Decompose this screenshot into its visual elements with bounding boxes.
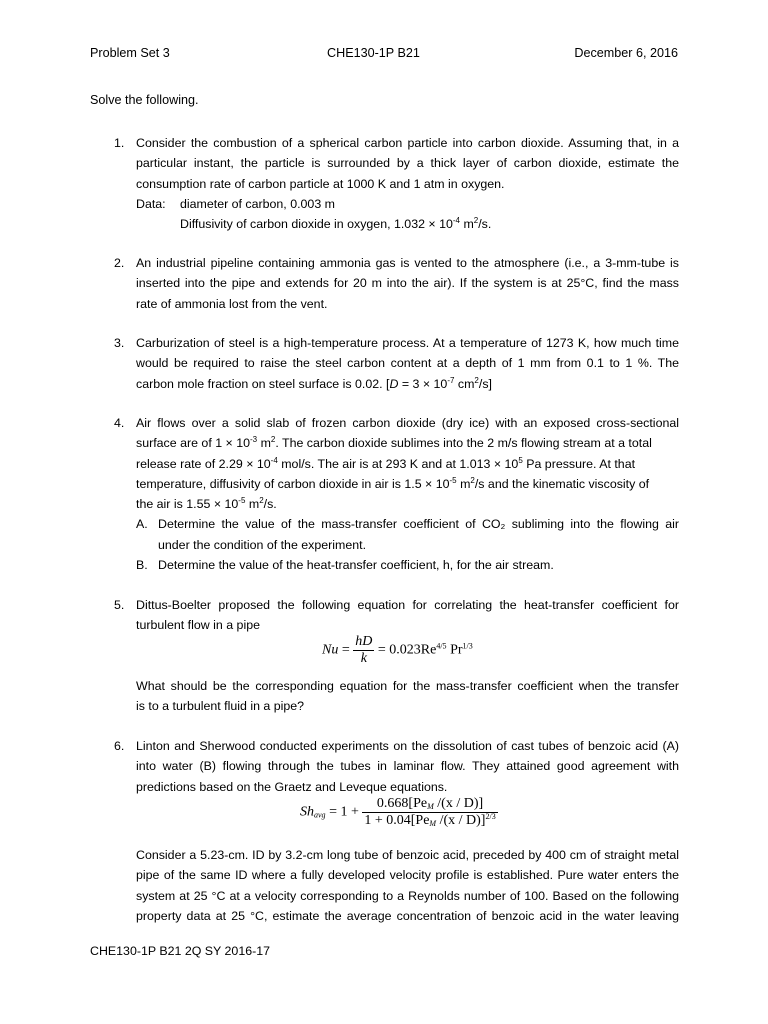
problem-number: 2. xyxy=(114,256,125,270)
instructions: Solve the following. xyxy=(90,93,199,107)
problem-text-line: turbulent flow in a pipe xyxy=(136,618,260,633)
page-header xyxy=(90,46,678,64)
subpart-b xyxy=(136,555,679,575)
header-center: CHE130-1P B21 xyxy=(327,46,420,60)
problem-text-line: An industrial pipeline containing ammonia gas is vented to the atmosphere (i.e., a 3-mm-tube is xyxy=(136,256,679,270)
problem-text-line: is to a turbulent fluid in a pipe? xyxy=(136,699,305,714)
subpart-text-line: Determine the value of the heat-transfer coefficient, h, for the air stream. xyxy=(158,558,554,573)
problem-text-line: particular instant, the particle is surrounded by a thick layer of carbon dioxide, estimate the xyxy=(136,156,679,171)
problem-text-line: would be required to raise the steel carbon content at a depth of 1 mm from 0.1 to 1 %. The xyxy=(136,356,679,371)
data-label: Data: xyxy=(136,196,166,211)
subpart-text-line: Determine the value of the mass-transfer coefficient of CO₂ subliming into the flowing air xyxy=(158,517,679,532)
problem-text-line: temperature, diffusivity of carbon dioxide in air is $1.5 \times 10^{-5}$ $m^2/s$ and the kinematic viscosity of xyxy=(136,475,650,491)
problem-text-line: consumption rate of carbon particle at 1000 K and 1 atm in oxygen. xyxy=(136,176,505,191)
problem-number: 6. xyxy=(114,739,125,753)
problem-text-line: Dittus-Boelter proposed the following equation for correlating the heat-transfer coefficient for xyxy=(136,598,679,612)
dittus-boelter-equation: Nu = $\frac{hD}{k}$ = $0.023Re^{4/5}$ $Pr^{1/3}$ xyxy=(322,634,473,666)
subpart-letter: B. xyxy=(136,558,148,573)
problem-number: 1. xyxy=(114,136,125,150)
problem-text-line: release rate of $2.29 \times 10^{-4}$ mol/s. The air is at 293 K and at $1.013 \times 10^5$ Pa pressure. At that xyxy=(136,455,636,471)
data-line xyxy=(136,194,679,214)
problem-text-line: into water (B) flowing through the tubes in laminar flow. They attained good agreement with xyxy=(136,759,679,774)
problem-text-line: Carburization of steel is a high-temperature process. At a temperature of 1273 K, how much time xyxy=(136,336,679,350)
problem-text-line: Linton and Sherwood conducted experiments on the dissolution of cast tubes of benzoic acid (A) xyxy=(136,739,679,753)
problem-text-line: surface are of $1 \times 10^{-3}$ $m^2$. The carbon dioxide sublimes into the 2 m/s flowing stream at a total xyxy=(136,435,652,451)
problem-text-line: predictions based on the Graetz and Leveque equations. xyxy=(136,779,448,794)
problem-text-line: Air flows over a solid slab of frozen carbon dioxide (dry ice) with an exposed cross-sectional xyxy=(136,416,679,430)
problem-text-line: pipe of the same ID where a fully developed velocity profile is established. Pure water enters the xyxy=(136,868,679,883)
problem-text-line: system at 25 °C at a velocity corresponding to a Reynolds number of 100. Based on the following xyxy=(136,888,679,903)
problem-number: 4. xyxy=(114,416,125,430)
data-value: diameter of carbon, 0.003 m xyxy=(180,196,335,211)
page-footer: CHE130-1P B21 2Q SY 2016-17 xyxy=(90,944,271,958)
problem-text-line: carbon mole fraction on steel surface is 0.02. [$D = 3 \times 10^{-7}$ $cm^2/s$] xyxy=(136,375,492,391)
graetz-leveque-equation: $Sh_{avg} = 1$ + $\frac{0.668[Pe_M /(x / D)]}{1 + 0.04[Pe_M /(x / D)]^{2/3}}$ xyxy=(300,796,496,828)
subpart-text-line: under the condition of the experiment. xyxy=(158,537,367,552)
problem-text-line: rate of ammonia lost from the vent. xyxy=(136,296,328,311)
problem-text-line: Consider a 5.23-cm. ID by 3.2-cm long tube of benzoic acid, preceded by 400 cm of straight metal xyxy=(136,848,679,862)
problem-text-line: property data at 25 °C, estimate the average concentration of benzoic acid in the water leaving xyxy=(136,908,679,923)
subpart-a xyxy=(136,514,679,555)
problem-text-line: What should be the corresponding equation for the mass-transfer coefficient when the transfer xyxy=(136,679,679,693)
data-line: Diffusivity of carbon dioxide in oxygen, $1.032 \times 10^{-4}$ $m^2/s$. xyxy=(180,216,492,232)
problem-text-line: Consider the combustion of a spherical carbon particle into carbon dioxide. Assuming that, in a xyxy=(136,136,679,150)
problem-text-line: the air is $1.55 \times 10^{-5}$ $m^2/s$. xyxy=(136,496,277,512)
header-left: Problem Set 3 xyxy=(90,46,170,60)
problem-text-line: inserted into the pipe and extends for 20 m into the air). If the system is at 25°C, find the mass xyxy=(136,276,679,291)
problem-number: 5. xyxy=(114,598,125,612)
subpart-letter: A. xyxy=(136,517,148,532)
header-right: December 6, 2016 xyxy=(574,46,678,60)
problem-number: 3. xyxy=(114,336,125,350)
